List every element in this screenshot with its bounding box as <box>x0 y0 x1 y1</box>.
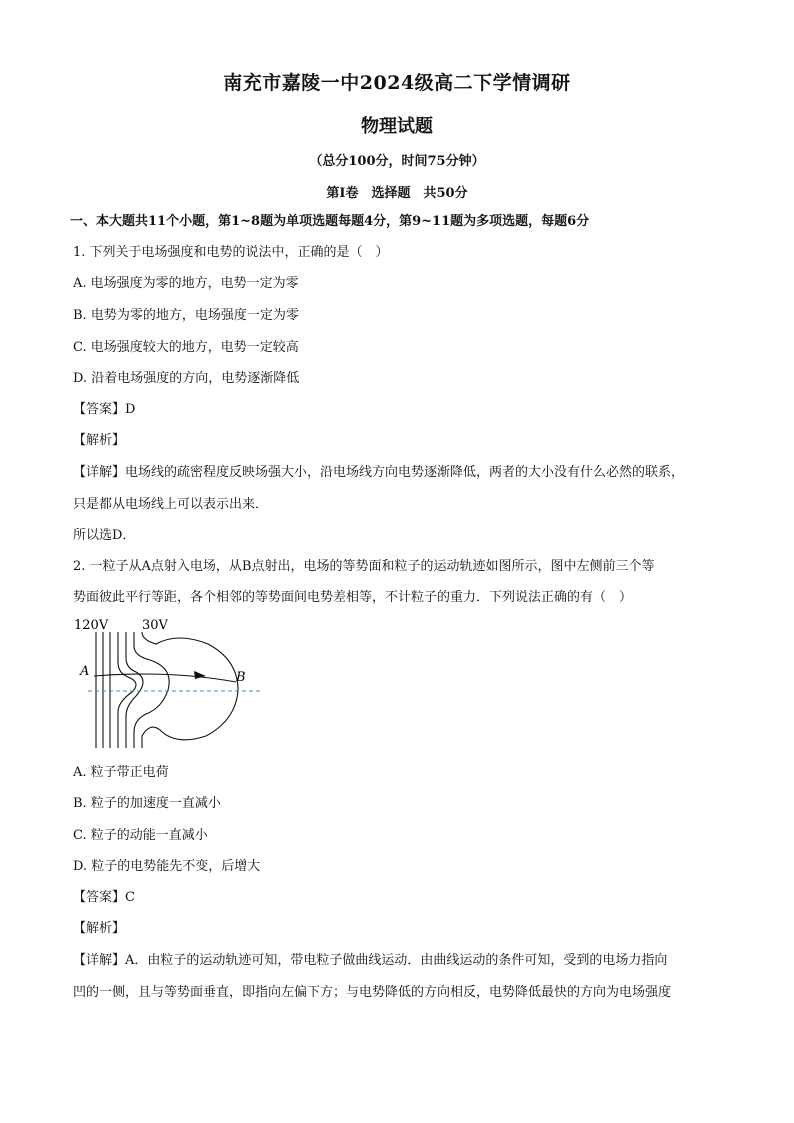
subject-title: 物理试题 <box>361 116 433 137</box>
q2-detail-line2: 凹的一侧，且与等势面垂直，即指向左偏下方；与电势降低的方向相反，电势降低最快的方向为电场强度 <box>73 985 672 1000</box>
q2-answer: 【答案】C <box>73 890 135 905</box>
label-120v: 120V <box>74 618 109 633</box>
q1-option-c: C. 电场强度较大的地方，电势一定较高 <box>73 340 299 355</box>
equipotential-curve-1 <box>118 632 136 748</box>
equipotential-diagram <box>70 612 270 754</box>
q1-conclusion: 所以选D． <box>73 528 136 543</box>
q2-option-a: A. 粒子带正电荷 <box>73 765 169 780</box>
part-title: 第Ⅰ卷 选择题 共50分 <box>326 186 468 201</box>
q2-stem-line2: 势面彼此平行等距，各个相邻的等势面间电势差相等，不计粒子的重力．下列说法正确的有（ ） <box>73 590 633 605</box>
q1-option-d: D. 沿着电场强度的方向，电势逐渐降低 <box>73 371 300 386</box>
label-30v: 30V <box>142 618 168 633</box>
exam-title: 南充市嘉陵一中2024级高二下学情调研 <box>223 72 571 94</box>
q1-detail-line1: 【详解】电场线的疏密程度反映场强大小，沿电场线方向电势逐渐降低，两者的大小没有什么必然的联系， <box>73 465 685 480</box>
q1-analysis: 【解析】 <box>73 433 126 448</box>
exam-info: （总分100分，时间75分钟） <box>309 154 485 169</box>
q2-detail-line1: 【详解】A．由粒子的运动轨迹可知，带电粒子做曲线运动．由曲线运动的条件可知，受到的电场力指向 <box>73 953 668 968</box>
section-heading: 一、本大题共11个小题，第1~8题为单项选题每题4分，第9~11题为多项选题，每题6分 <box>70 214 590 229</box>
equipotential-curve-4 <box>142 632 238 748</box>
q1-stem: 1. 下列关于电场强度和电势的说法中，正确的是（ ） <box>73 245 389 260</box>
equipotential-curve-3 <box>134 632 169 748</box>
q2-option-b: B. 粒子的加速度一直减小 <box>73 796 221 811</box>
q2-stem-line1: 2. 一粒子从A点射入电场，从B点射出，电场的等势面和粒子的运动轨迹如图所示，图中左侧前三个等 <box>73 559 655 574</box>
q2-analysis: 【解析】 <box>73 921 126 936</box>
q2-option-d: D. 粒子的电势能先不变，后增大 <box>73 859 261 874</box>
q1-answer: 【答案】D <box>73 402 136 417</box>
particle-trajectory <box>94 674 236 682</box>
label-point-a: A <box>80 664 90 679</box>
label-point-b: B <box>236 670 246 685</box>
q1-option-b: B. 电势为零的地方，电场强度一定为零 <box>73 308 299 323</box>
q1-option-a: A. 电场强度为零的地方，电势一定为零 <box>73 276 299 291</box>
q1-detail-line2: 只是都从电场线上可以表示出来． <box>73 497 269 512</box>
q2-option-c: C. 粒子的动能一直减小 <box>73 828 208 843</box>
